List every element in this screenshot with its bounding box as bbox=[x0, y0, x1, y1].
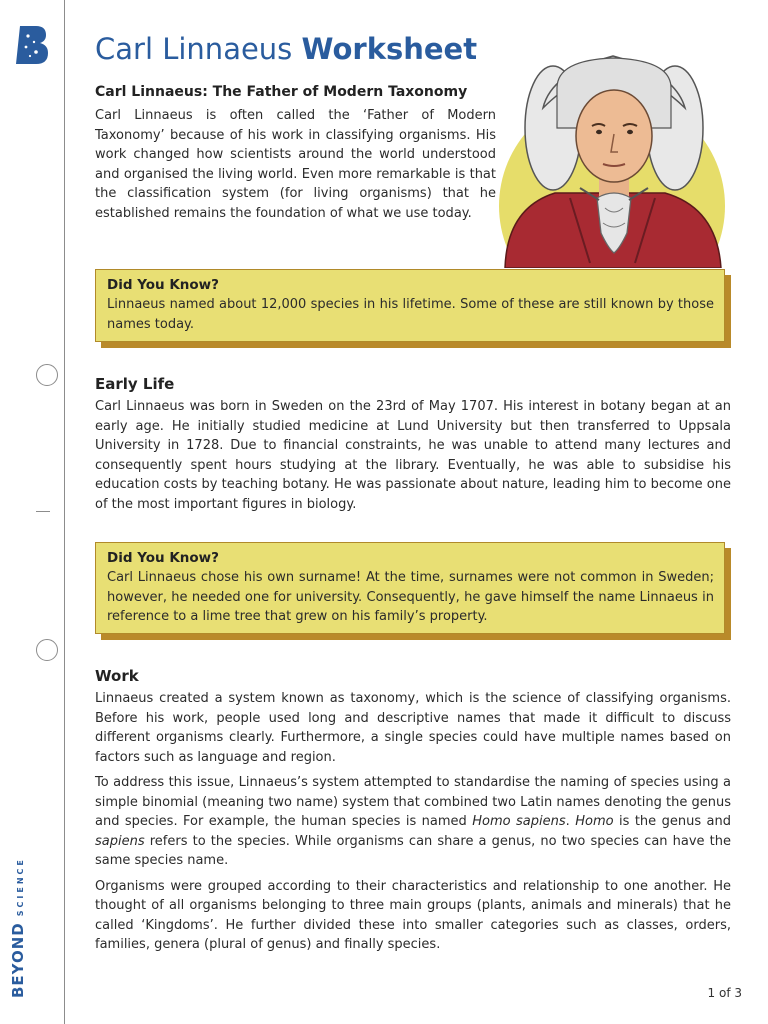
intro-paragraph: Carl Linnaeus is often called the ‘Father of Modern Taxonomy’ because of his work in classifying organisms. His work changed how scientists around the world understood and organised the living world. Even more remarkable is that the classification system (for living organisms) that he established remains the foundation of what we use today. bbox=[95, 108, 496, 221]
did-you-know-box-2 bbox=[95, 542, 725, 634]
work-p2-italic-homo: Homo bbox=[575, 814, 614, 829]
work-p2-italic-sapiens: sapiens bbox=[95, 833, 145, 849]
work-paragraph-2 bbox=[95, 773, 731, 871]
beyond-logo-icon bbox=[14, 22, 50, 66]
brand-word-beyond: BEYOND bbox=[9, 922, 27, 998]
early-life-paragraph: Carl Linnaeus was born in Sweden on the 23rd of May 1707. His interest in botany began at an early age. He initially studied medicine at Lund University but then transferred to Uppsala University in 1728. Due to financial constraints, he was unable to attend many lectures and consequently spent hours studying at the library. Eventually, he was able to subsidise his education costs by teaching botany. He was passionate about nature, leading him to become one of the most important figures in biology. bbox=[95, 399, 731, 512]
did-you-know-heading-2: Did You Know? bbox=[107, 550, 219, 566]
work-p2-text-c: is the genus and bbox=[613, 814, 732, 829]
binder-hole bbox=[36, 364, 58, 386]
brand-vertical bbox=[8, 857, 27, 998]
section-subtitle: Carl Linnaeus: The Father of Modern Taxonomy bbox=[95, 84, 468, 100]
work-section bbox=[95, 689, 731, 955]
did-you-know-heading-1: Did You Know? bbox=[107, 277, 219, 293]
linnaeus-portrait bbox=[495, 48, 727, 268]
did-you-know-text-1: Linnaeus named about 12,000 species in his lifetime. Some of these are still known by those names today. bbox=[107, 297, 714, 332]
work-paragraph-3: Organisms were grouped according to their characteristics and relationship to one another. He thought of all organisms belonging to three main groups (plants, animals and minerals) that he called ‘Kingdoms’. He further divided these into smaller categories such as classes, orders, families, genera (plural of genus) and finally species. bbox=[95, 878, 731, 952]
early-life-section bbox=[95, 397, 731, 514]
work-heading: Work bbox=[95, 667, 139, 685]
work-p2-text-b: . bbox=[565, 814, 576, 829]
work-p2-text-d: refers to the species. While organisms can share a genus, no two species can have the same species name. bbox=[95, 833, 731, 868]
work-p2-text-a: To address this issue, Linnaeus’s system attempted to standardise the naming of species using a simple binomial (meaning two name) system that combined two Latin names denoting the genus and species. For example, the human species is named bbox=[95, 775, 731, 829]
did-you-know-text-2: Carl Linnaeus chose his own surname! At the time, surnames were not common in Sweden; however, he needed one for university. Consequently, he gave himself the name Linnaeus in reference to a lime tree that grew on his family’s property. bbox=[107, 570, 714, 624]
work-paragraph-1: Linnaeus created a system known as taxonomy, which is the science of classifying organisms. Before his work, people used long and descriptive names that made it difficult to discuss different organisms clearly. Furthermore, a single species could have multiple names based on factors such as language and region. bbox=[95, 691, 731, 765]
page-number: 1 of 3 bbox=[707, 986, 742, 1000]
title-bold: Worksheet bbox=[301, 32, 478, 66]
fold-mark bbox=[36, 511, 50, 512]
early-life-heading: Early Life bbox=[95, 375, 175, 393]
did-you-know-box-1 bbox=[95, 269, 725, 342]
brand-word-science: SCIENCE bbox=[16, 857, 25, 917]
page-title bbox=[95, 32, 477, 66]
title-main: Carl Linnaeus bbox=[95, 32, 293, 66]
margin-line bbox=[64, 0, 65, 1024]
work-p2-italic-homo-sapiens: Homo sapiens bbox=[472, 814, 566, 829]
binder-hole bbox=[36, 639, 58, 661]
